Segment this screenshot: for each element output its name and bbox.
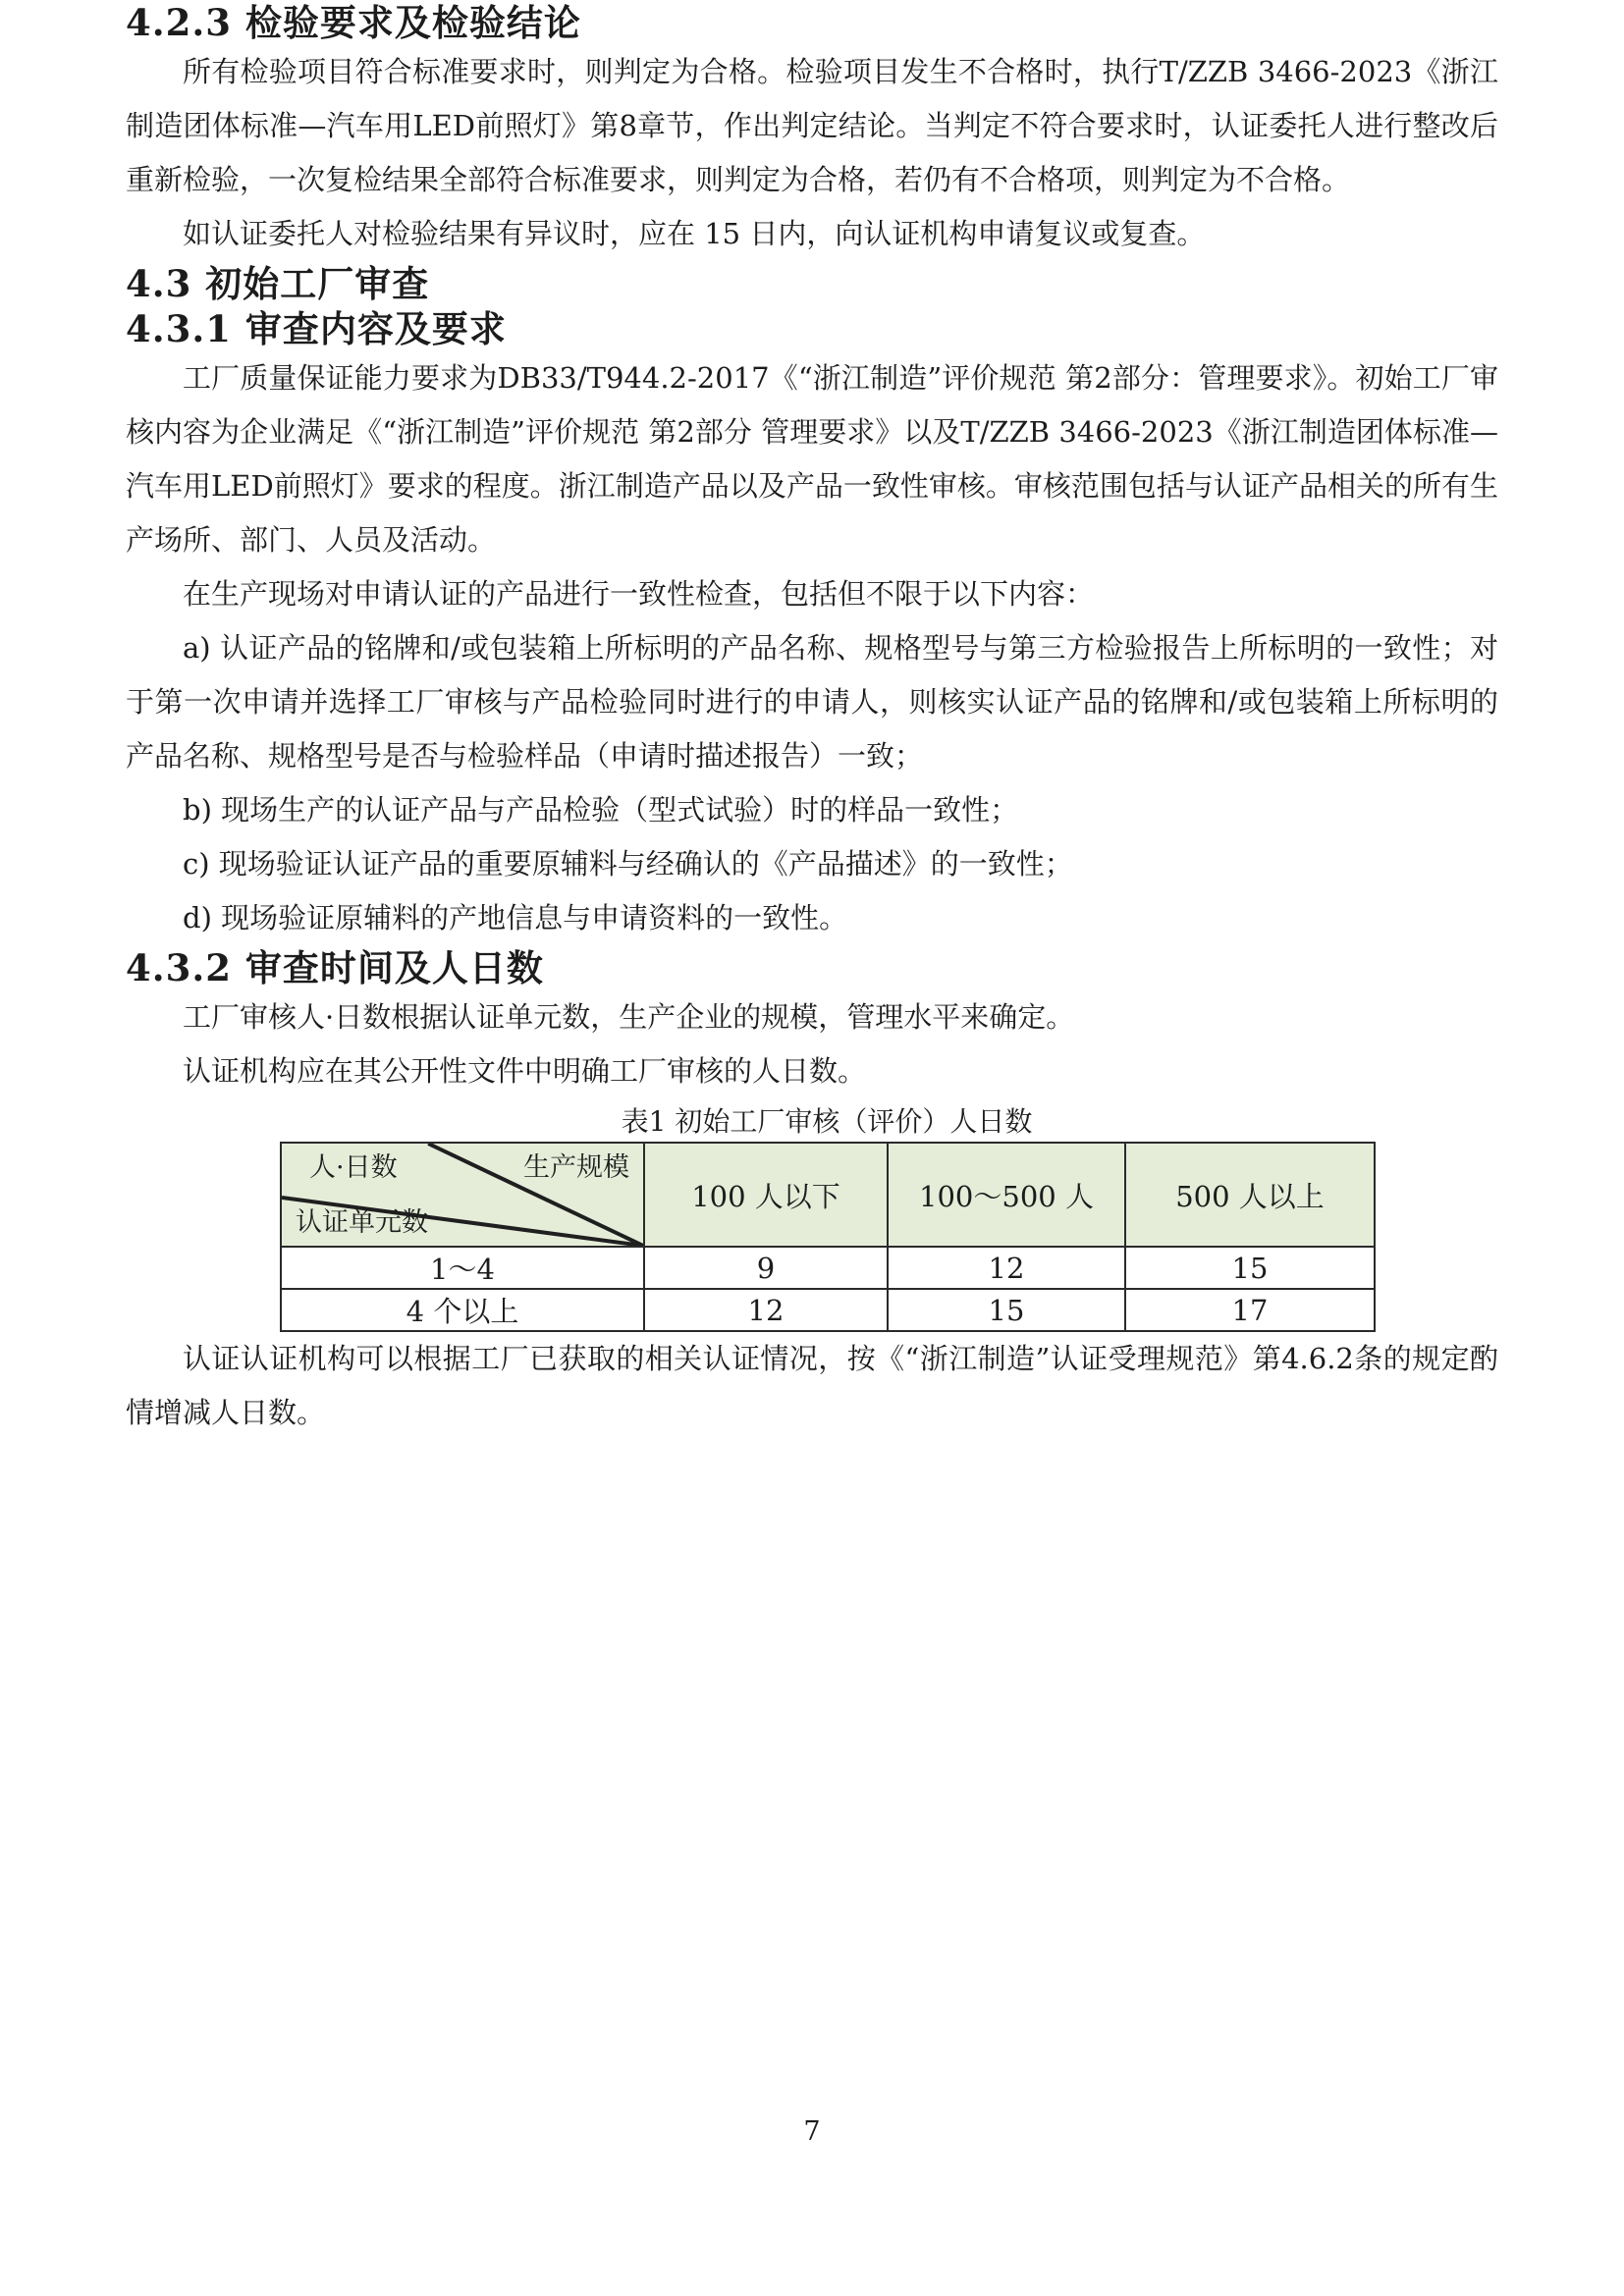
paragraph-audit-content: 工厂质量保证能力要求为DB33/T944.2-2017《“浙江制造”评价规范 第2部分：管理要求》。初始工厂审核内容为企业满足《“浙江制造”评价规范 第2部分 管理要求》以及T/ZZB 3466-2023《浙江制造团体标准—汽车用LED前照灯》要求的程度。浙江制造产品以及产品一致性审核。审核范围包括与认证产品相关的所有生产场所、部门、人员及活动。 [126, 361, 1498, 557]
paragraph-public-document: 认证机构应在其公开性文件中明确工厂审核的人日数。 [183, 1054, 867, 1088]
list-item-d: d) 现场验证原辅料的产地信息与申请资料的一致性。 [183, 901, 848, 934]
list-item-a: a) 认证产品的铭牌和/或包装箱上所标明的产品名称、规格型号与第三方检验报告上所标明的一致性；对于第一次申请并选择工厂审核与产品检验同时进行的申请人，则核实认证产品的铭牌和/或包装箱上所标明的产品名称、规格型号是否与检验样品（申请时描述报告）一致； [126, 631, 1498, 773]
row-label: 4 个以上 [281, 1289, 644, 1331]
table-row [281, 1289, 1375, 1331]
paragraph-consistency-intro: 在生产现场对申请认证的产品进行一致性检查，包括但不限于以下内容： [183, 577, 1095, 611]
paragraph-inspection-conclusion: 所有检验项目符合标准要求时，则判定为合格。检验项目发生不合格时，执行T/ZZB 3466-2023《浙江制造团体标准—汽车用LED前照灯》第8章节，作出判定结论。当判定不符合要求时，认证委托人进行整改后重新检验，一次复检结果全部符合标准要求，则判定为合格，若仍有不合格项，则判定为不合格。 [126, 55, 1498, 196]
table-column-header: 500 人以上 [1125, 1143, 1375, 1247]
heading-4-3-1: 4.3.1 审查内容及要求 [126, 307, 507, 350]
table-column-header: 100 人以下 [644, 1143, 888, 1247]
paragraph-objection: 如认证委托人对检验结果有异议时，应在 15 日内，向认证机构申请复议或复查。 [183, 217, 1206, 250]
heading-4-3-2: 4.3.2 审查时间及人日数 [126, 946, 544, 989]
heading-4-2-3: 4.2.3 检验要求及检验结论 [126, 1, 581, 44]
table-column-header: 100～500 人 [888, 1143, 1125, 1247]
table-cell: 12 [888, 1247, 1125, 1289]
paragraph-man-days-basis: 工厂审核人·日数根据认证单元数，生产企业的规模，管理水平来确定。 [183, 1000, 1075, 1034]
table-corner-cell [281, 1143, 644, 1247]
corner-label-production-scale: 生产规模 [523, 1152, 629, 1183]
table-caption: 表1 初始工厂审核（评价）人日数 [621, 1105, 1033, 1138]
table-cell: 17 [1125, 1289, 1375, 1331]
page-number: 7 [803, 2116, 821, 2147]
table-cell: 15 [888, 1289, 1125, 1331]
heading-4-3: 4.3 初始工厂审查 [126, 262, 430, 305]
list-item-c: c) 现场验证认证产品的重要原辅料与经确认的《产品描述》的一致性； [183, 847, 1073, 881]
list-item-b: b) 现场生产的认证产品与产品检验（型式试验）时的样品一致性； [183, 793, 1019, 827]
paragraph-adjust-man-days: 认证认证机构可以根据工厂已获取的相关认证情况，按《“浙江制造”认证受理规范》第4.6.2条的规定酌情增减人日数。 [126, 1342, 1498, 1429]
corner-label-man-days: 人·日数 [309, 1152, 398, 1183]
table-row [281, 1247, 1375, 1289]
table-header-row [281, 1143, 1375, 1247]
table-cell: 12 [644, 1289, 888, 1331]
corner-label-cert-units: 认证单元数 [296, 1207, 428, 1238]
row-label: 1～4 [281, 1247, 644, 1289]
table-cell: 9 [644, 1247, 888, 1289]
table-audit-man-days [280, 1142, 1376, 1332]
table-cell: 15 [1125, 1247, 1375, 1289]
